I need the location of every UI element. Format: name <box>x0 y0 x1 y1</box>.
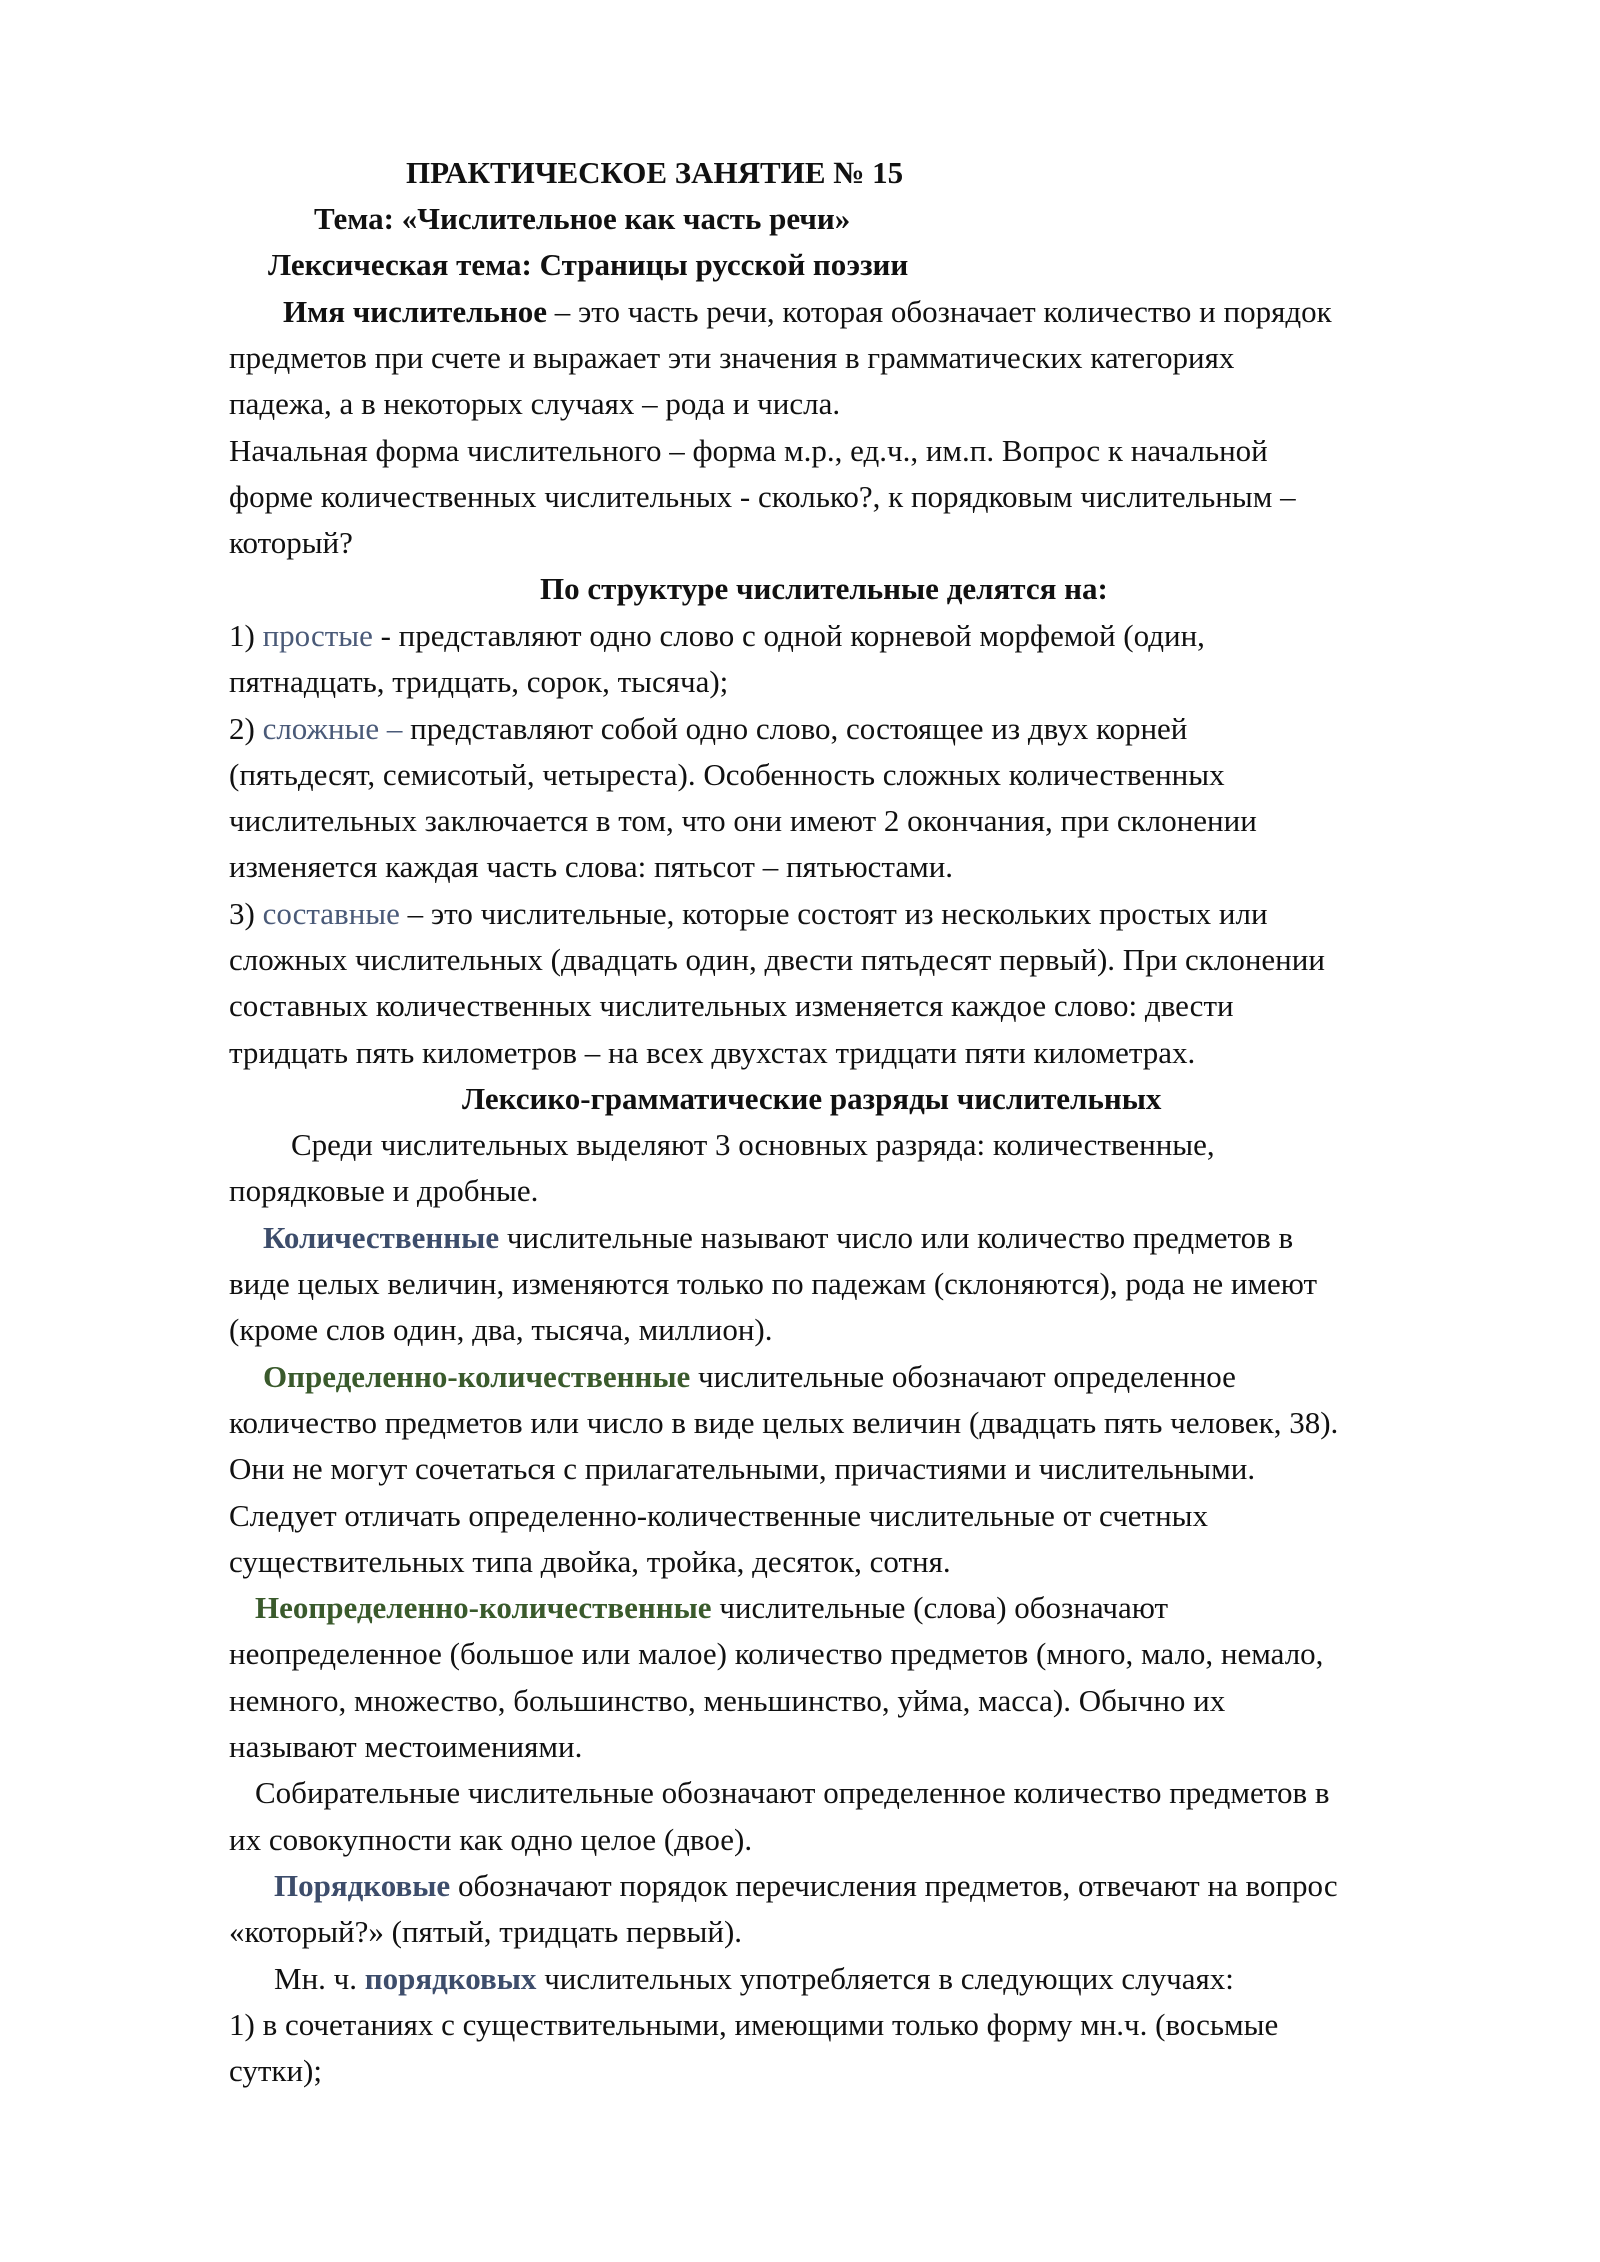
definite-line-3: Они не могут сочетаться с прилагательными, причастиями и числительными. <box>229 1451 1256 1486</box>
case-1-line-1: 1) в сочетаниях с существительными, имеющими только форму мн.ч. (восьмые <box>229 2007 1279 2042</box>
term-quantitative: Количественные <box>263 1220 500 1255</box>
categories-intro-line-1: Среди числительных выделяют 3 основных разряда: количественные, <box>291 1127 1215 1162</box>
term-simple: простые <box>262 618 373 653</box>
definite-line-2: количество предметов или число в виде целых величин (двадцать пять человек, 38). <box>229 1405 1339 1440</box>
topic-heading: Тема: «Числительное как часть речи» <box>314 201 851 236</box>
collective-line-1: Собирательные числительные обозначают определенное количество предметов в <box>255 1775 1330 1810</box>
term-definite-quantitative: Определенно-количественные <box>263 1359 691 1394</box>
term-ordinal: Порядковые <box>274 1868 451 1903</box>
page-title: ПРАКТИЧЕСКОЕ ЗАНЯТИЕ № 15 <box>406 155 904 190</box>
structure-item-2-line-4: изменяется каждая часть слова: пятьсот – пятьюстами. <box>229 849 954 884</box>
structure-item-2-line-3: числительных заключается в том, что они имеют 2 окончания, при склонении <box>229 803 1257 838</box>
quantitative-line-1: Количественные числительные называют число или количество предметов в <box>263 1220 1294 1255</box>
intro-line-1: Имя числительное – это часть речи, которая обозначает количество и порядок <box>283 294 1332 329</box>
categories-heading: Лексико-грамматические разряды числительных <box>462 1081 1162 1116</box>
indefinite-line-2: неопределенное (большое или малое) количество предметов (много, мало, немало, <box>229 1636 1324 1671</box>
intro-line-6: который? <box>229 525 353 560</box>
definite-line-1: Определенно-количественные числительные обозначают определенное <box>263 1359 1236 1394</box>
intro-line-3: падежа, а в некоторых случаях – рода и числа. <box>229 386 841 421</box>
structure-item-1: 1) простые - представляют одно слово с одной корневой морфемой (один, <box>229 618 1205 653</box>
structure-item-3-line-3: составных количественных числительных изменяется каждое слово: двести <box>229 988 1234 1023</box>
intro-line-2: предметов при счете и выражает эти значения в грамматических категориях <box>229 340 1235 375</box>
definite-line-4: Следует отличать определенно-количественные числительные от счетных <box>229 1498 1209 1533</box>
collective-line-2: их совокупности как одно целое (двое). <box>229 1822 753 1857</box>
term-numeral: Имя числительное <box>283 294 547 329</box>
ordinal-line-2: «который?» (пятый, тридцать первый). <box>229 1914 743 1949</box>
ordinal-line-1: Порядковые обозначают порядок перечисления предметов, отвечают на вопрос <box>274 1868 1338 1903</box>
structure-item-3: 3) составные – это числительные, которые состоят из нескольких простых или <box>229 896 1268 931</box>
intro-line-4: Начальная форма числительного – форма м.р., ед.ч., им.п. Вопрос к начальной <box>229 433 1268 468</box>
structure-item-3-line-2: сложных числительных (двадцать один, двести пятьдесят первый). При склонении <box>229 942 1325 977</box>
structure-heading: По структуре числительные делятся на: <box>540 571 1108 606</box>
quantitative-line-2: виде целых величин, изменяются только по падежам (склоняются), рода не имеют <box>229 1266 1318 1301</box>
structure-item-2: 2) сложные – представляют собой одно слово, состоящее из двух корней <box>229 711 1188 746</box>
indefinite-line-3: немного, множество, большинство, меньшинство, уйма, масса). Обычно их <box>229 1683 1226 1718</box>
lexical-topic-heading: Лексическая тема: Страницы русской поэзии <box>268 247 909 282</box>
term-compound: составные <box>262 896 400 931</box>
indefinite-line-4: называют местоимениями. <box>229 1729 583 1764</box>
quantitative-line-3: (кроме слов один, два, тысяча, миллион). <box>229 1312 773 1347</box>
plural-usage-line: Мн. ч. порядковых числительных употребляется в следующих случаях: <box>274 1961 1234 1996</box>
intro-line-5: форме количественных числительных - сколько?, к порядковым числительным – <box>229 479 1296 514</box>
term-ordinal-plural: порядковых <box>364 1961 537 1996</box>
definite-line-5: существительных типа двойка, тройка, десяток, сотня. <box>229 1544 951 1579</box>
term-complex: сложные – <box>262 711 403 746</box>
term-indefinite-quantitative: Неопределенно-количественные <box>255 1590 712 1625</box>
structure-item-3-line-4: тридцать пять километров – на всех двухстах тридцати пяти километрах. <box>229 1035 1196 1070</box>
indefinite-line-1: Неопределенно-количественные числительные (слова) обозначают <box>255 1590 1169 1625</box>
categories-intro-line-2: порядковые и дробные. <box>229 1173 539 1208</box>
structure-item-2-line-2: (пятьдесят, семисотый, четыреста). Особенность сложных количественных <box>229 757 1225 792</box>
structure-item-1-line-2: пятнадцать, тридцать, сорок, тысяча); <box>229 664 729 699</box>
case-1-line-2: сутки); <box>229 2053 322 2088</box>
